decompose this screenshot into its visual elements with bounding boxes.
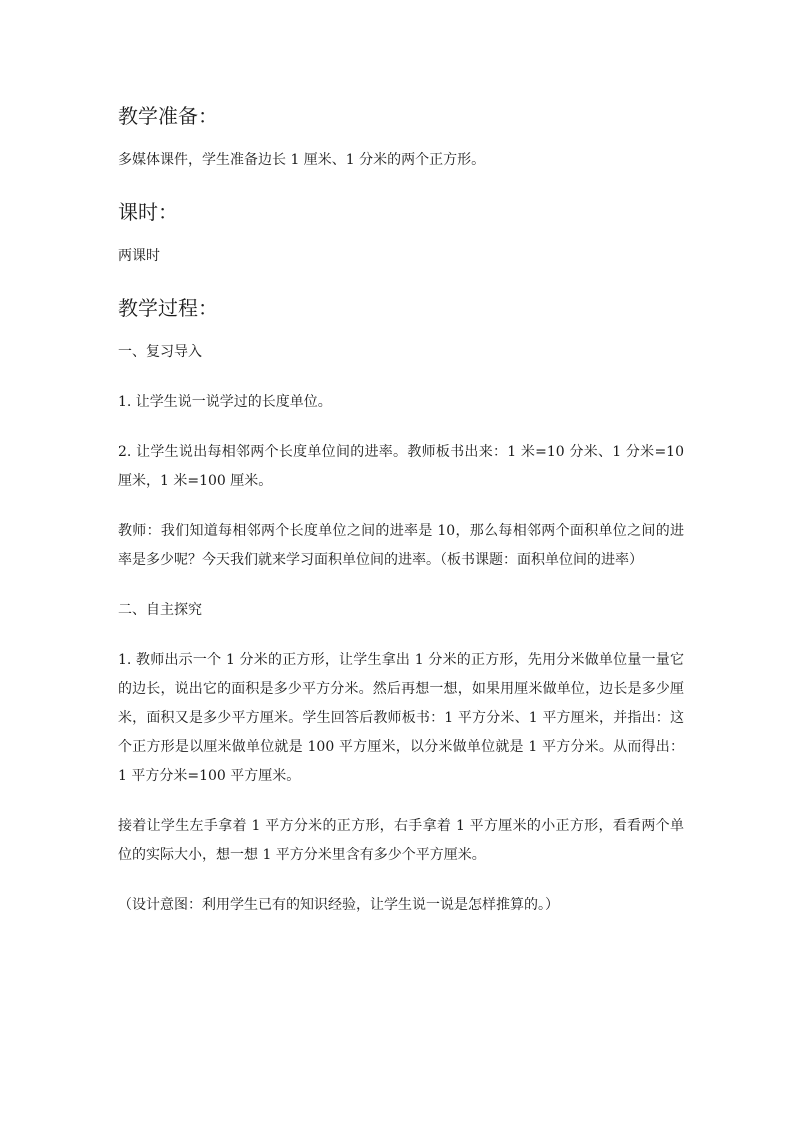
section-review-title: 一、复习导入 bbox=[118, 344, 202, 360]
section-review-paragraph-2: 2. 让学生说出每相邻两个长度单位间的进率。教师板书出来：1 米=10 分米、1 分米=10 厘米，1 米=100 厘米。 bbox=[118, 444, 684, 489]
section-review-paragraph-3: 教师：我们知道每相邻两个长度单位之间的进率是 10，那么每相邻两个面积单位之间的进率是多少呢？今天我们就来学习面积单位间的进率。（板书课题：面积单位间的进率） bbox=[118, 523, 684, 568]
section-explore-title: 二、自主探究 bbox=[118, 602, 202, 618]
heading-teaching-preparation: 教学准备： bbox=[118, 104, 218, 128]
section-explore-paragraph-3: （设计意图：利用学生已有的知识经验，让学生说一说是怎样推算的。） bbox=[118, 897, 559, 913]
section-explore-paragraph-1: 1. 教师出示一个 1 分米的正方形，让学生拿出 1 分米的正方形，先用分米做单位量一量它的边长，说出它的面积是多少平方分米。然后再想一想，如果用厘米做单位，边长是多少厘米，面积又是多少平方厘米。学生回答后教师板书：1 平方分米、1 平方厘米，并指出：这个正方形是以厘米做单位就是 100 平方厘米，以分米做单位就是 1 平方分米。从而得出：1 平方分米=100 平方厘米。 bbox=[118, 652, 684, 784]
section-explore-paragraph-2: 接着让学生左手拿着 1 平方分米的正方形，右手拿着 1 平方厘米的小正方形，看看两个单位的实际大小，想一想 1 平方分米里含有多少个平方厘米。 bbox=[118, 818, 684, 863]
class-hours-text: 两课时 bbox=[118, 248, 160, 264]
heading-teaching-process: 教学过程： bbox=[118, 296, 218, 320]
preparation-text: 多媒体课件，学生准备边长 1 厘米、1 分米的两个正方形。 bbox=[118, 152, 486, 168]
document-body bbox=[118, 100, 684, 941]
heading-class-hours: 课时： bbox=[118, 200, 178, 224]
section-review-paragraph-1: 1. 让学生说一说学过的长度单位。 bbox=[118, 394, 332, 410]
